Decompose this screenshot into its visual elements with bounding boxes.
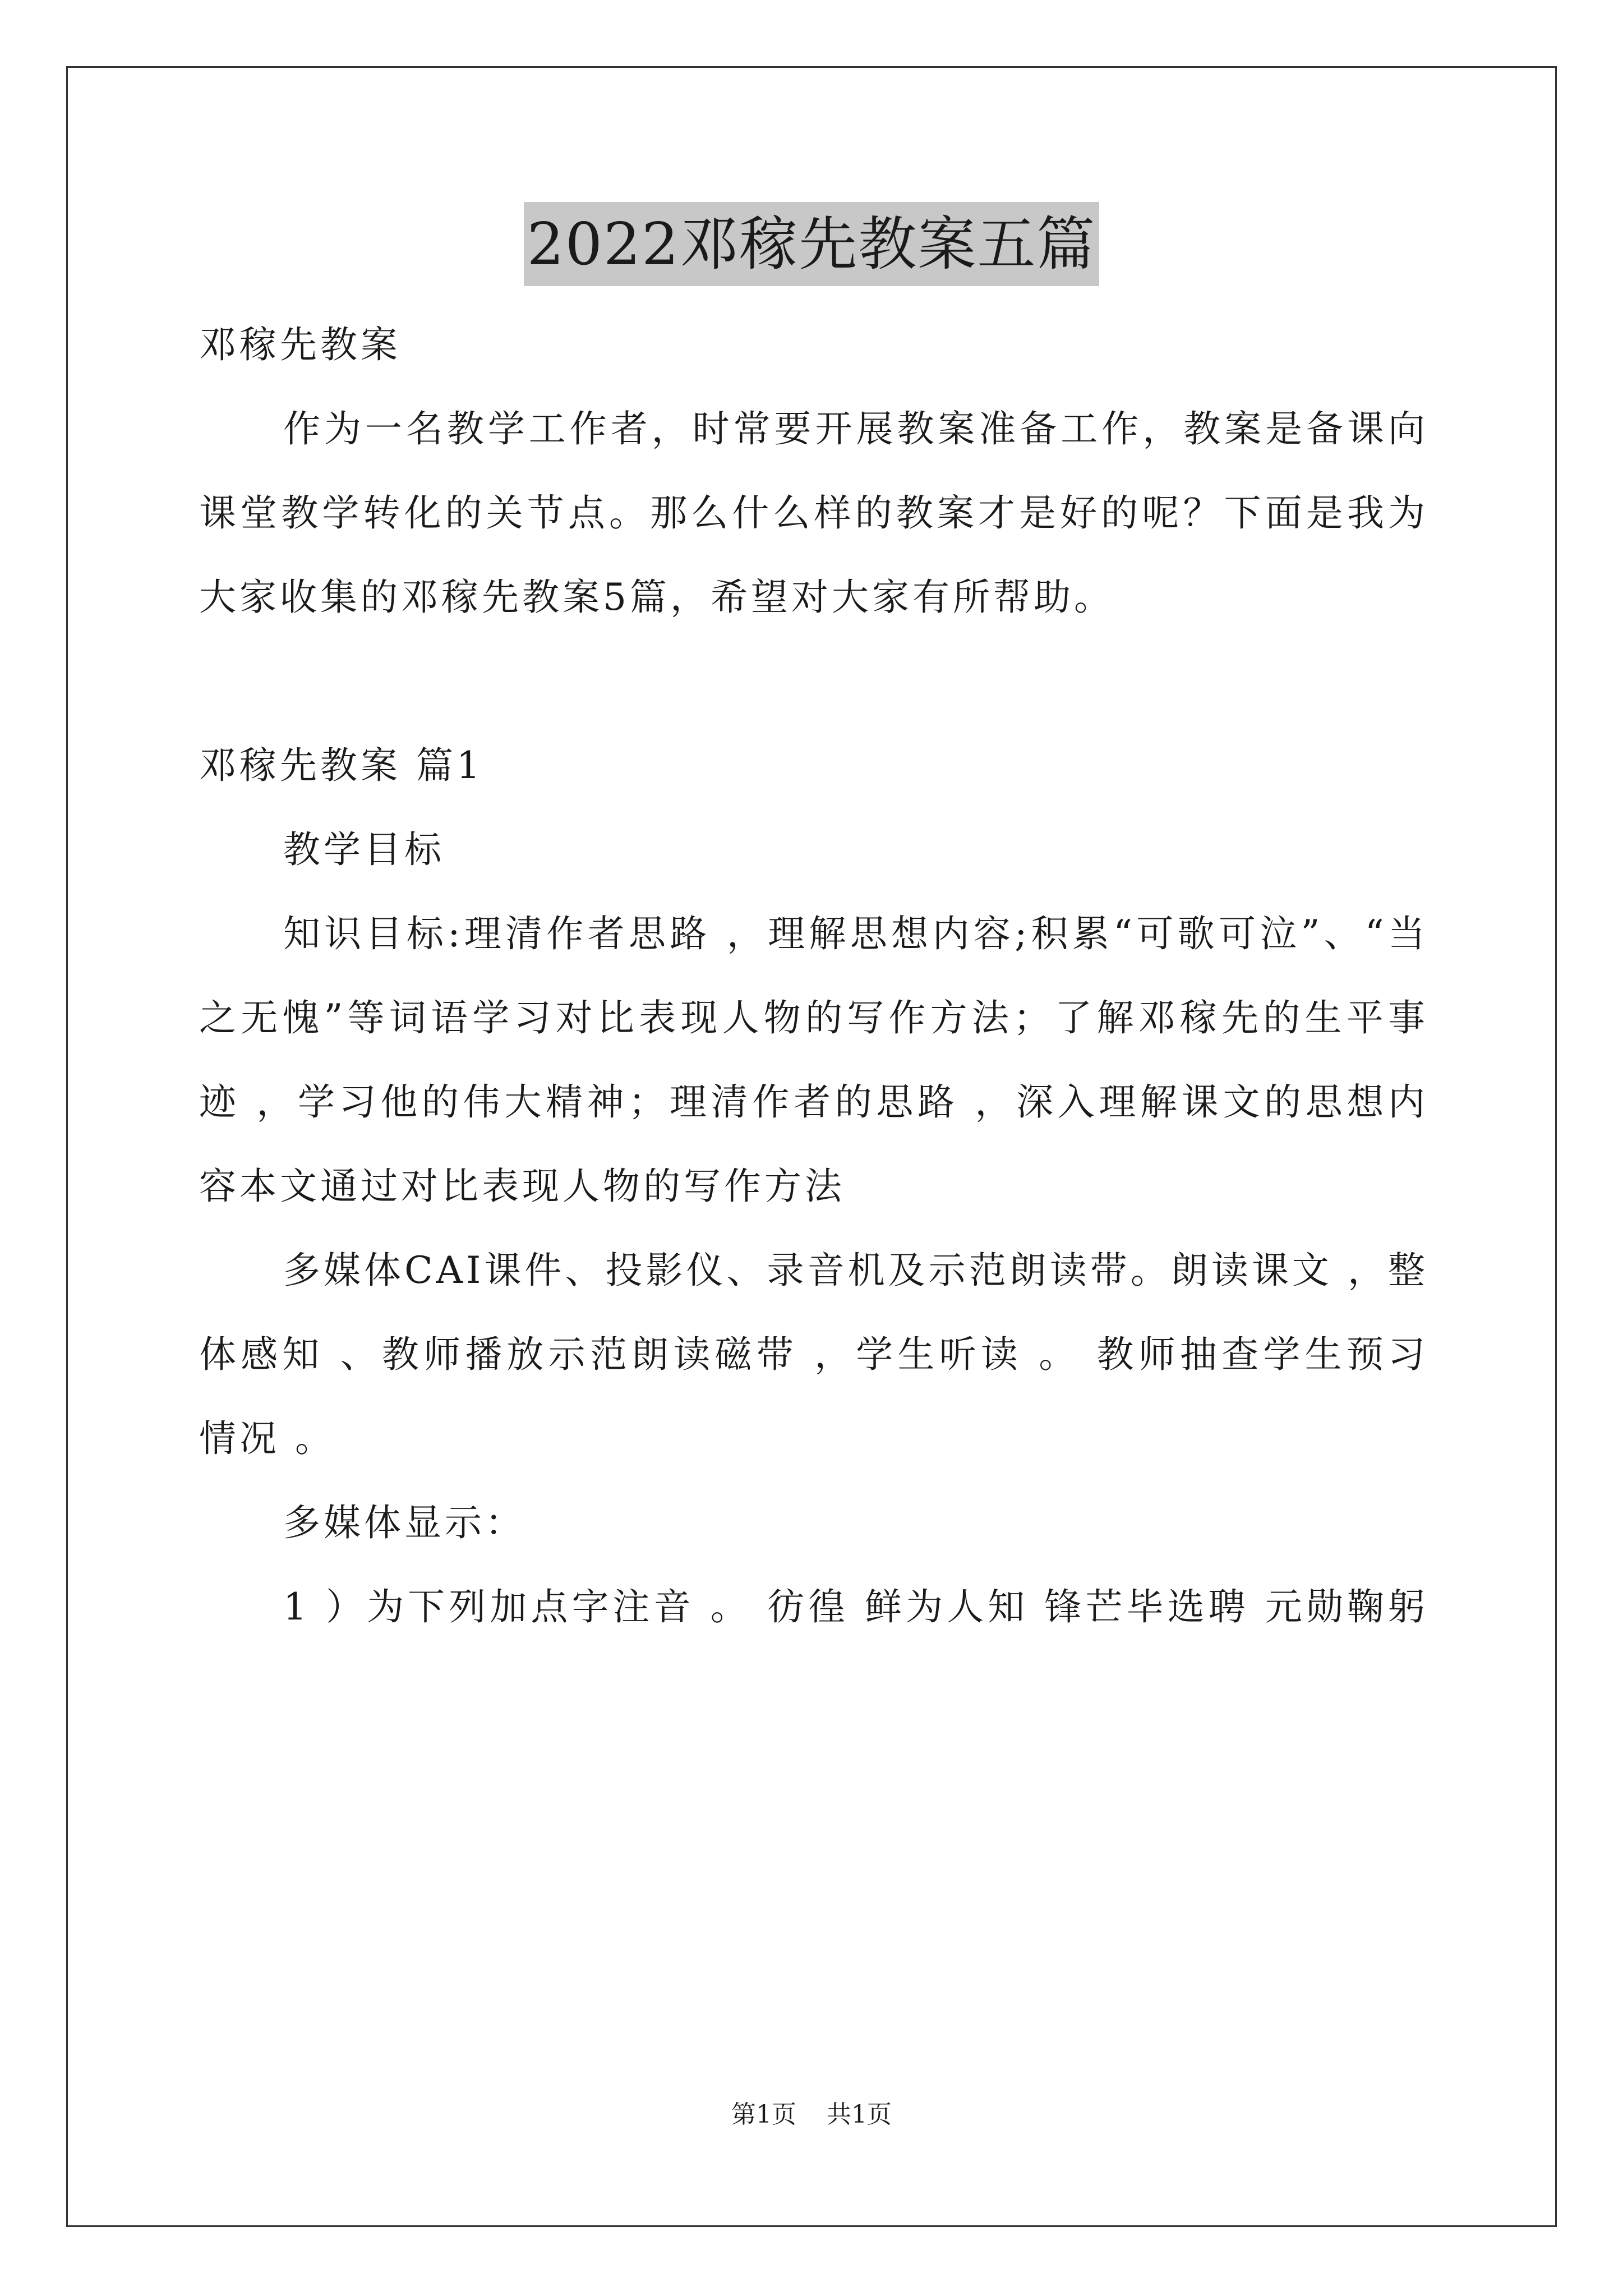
- body-text-line: 迹 ，学习他的伟大精神；理清作者的思路 ，深入理解课文的思想内: [199, 1080, 1428, 1124]
- body-text-line: 情况 。: [199, 1417, 335, 1460]
- body-text-line: 课堂教学转化的关节点。那么什么样的教案才是好的呢？下面是我为: [199, 491, 1428, 535]
- body-text-line: 大家收集的邓稼先教案5篇，希望对大家有所帮助。: [199, 576, 1114, 619]
- document-title: 2022邓稼先教案五篇: [524, 202, 1100, 286]
- body-text-line: 知识目标:理清作者思路 ，理解思想内容;积累“可歌可泣”、“当: [283, 912, 1428, 955]
- body-text-line: 容本文通过对比表现人物的写作方法: [199, 1165, 845, 1208]
- body-text-line: 之无愧”等词语学习对比表现人物的写作方法；了解邓稼先的生平事: [199, 996, 1428, 1039]
- blank-line: [199, 639, 1428, 724]
- body-text-line: 邓稼先教案: [199, 323, 401, 366]
- document-body: [199, 303, 1428, 1649]
- body-text-line: 体感知 、教师播放示范朗读磁带 ，学生听读 。 教师抽查学生预习: [199, 1333, 1428, 1376]
- title-wrapper: [0, 202, 1623, 286]
- body-text-line: 邓稼先教案 篇1: [199, 744, 483, 787]
- body-text-line: 多媒体显示：: [283, 1501, 525, 1544]
- body-text-line: 作为一名教学工作者，时常要开展教案准备工作，教案是备课向: [283, 407, 1428, 450]
- page-number: 第1页: [731, 2100, 796, 2129]
- body-text-line: 教学目标: [283, 828, 445, 871]
- page-footer: [0, 2098, 1623, 2132]
- body-text-line: 多媒体CAI课件、投影仪、录音机及示范朗读带。朗读课文 ，整: [283, 1249, 1428, 1292]
- page-total: 共1页: [827, 2100, 892, 2129]
- body-text-line: 1 ）为下列加点字注音 。 彷徨 鲜为人知 锋芒毕选聘 元勋鞠躬: [283, 1585, 1428, 1628]
